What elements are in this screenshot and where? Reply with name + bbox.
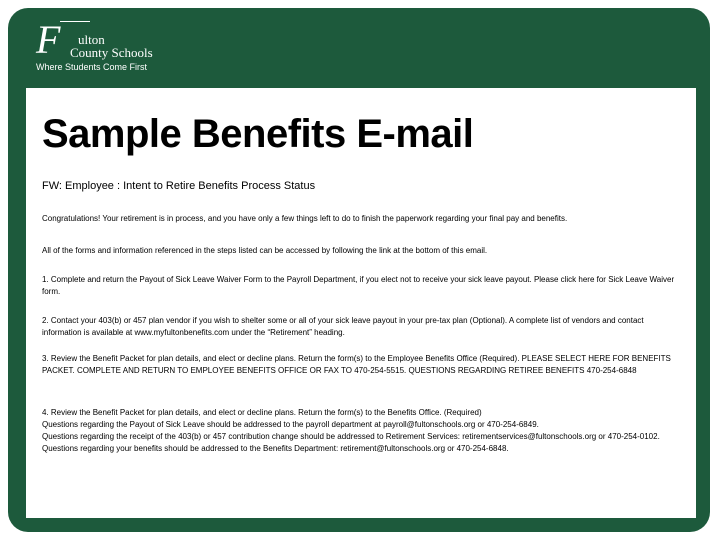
paragraph-step-3: 3. Review the Benefit Packet for plan details, and elect or decline plans. Return the form(s) to the Employee Benefits Office (Required). PLEASE SELECT HERE FOR BENEFITS PACKET. COMPLETE AND RETURN TO EMPLOYEE BENEFITS OFFICE OR FAX TO 470-254-5515. QUESTIONS REGARDING RETIREE BENEFITS 470-254-6848 [42, 354, 671, 375]
logo-tagline: Where Students Come First [36, 62, 148, 72]
paragraph-step-1: 1. Complete and return the Payout of Sick Leave Waiver Form to the Payroll Department, if you elect not to receive your sick leave payout. Please click here for Sick Leave Waiver form. [42, 275, 675, 296]
logo-line2: County Schools [70, 45, 153, 60]
email-subject: FW: Employee : Intent to Retire Benefits Process Status [42, 180, 316, 192]
fulton-county-schools-logo [34, 16, 154, 76]
logo-line1: ulton [78, 32, 105, 47]
page-title: Sample Benefits E-mail [42, 112, 474, 156]
logo-line [60, 21, 90, 22]
logo-f-glyph: F [36, 17, 61, 62]
paragraph-step-2: 2. Contact your 403(b) or 457 plan vendor if you wish to shelter some or all of your sick leave payout in your pre-tax plan (Optional). A complete list of vendors and contact information is available at www.myfultonbenefits.com under the “Retirement” heading. [42, 316, 644, 337]
paragraph-forms-info: All of the forms and information referenced in the steps listed can be accessed by following the link at the bottom of this email. [42, 246, 488, 255]
paragraph-step-4: 4. Review the Benefit Packet for plan details, and elect or decline plans. Return the form(s) to the Benefits Office. (Required) Questions regarding the Payout of Sick Leave should be addressed to the payroll department at payroll@fultonschools.org or 470-254-6849. Questions regarding the receipt of the 403(b) or 457 contribution change should be addressed to Retirement Services: retirementservices@fultonschools.org or 470-254-0102. Questions regarding your benefits should be addressed to the Benefits Department: retirement@fultonschools.org or 470-254-6848. [42, 408, 660, 453]
paragraph-congratulations: Congratulations! Your retirement is in process, and you have only a few things left to do to finish the paperwork regarding your final pay and benefits. [42, 214, 568, 223]
